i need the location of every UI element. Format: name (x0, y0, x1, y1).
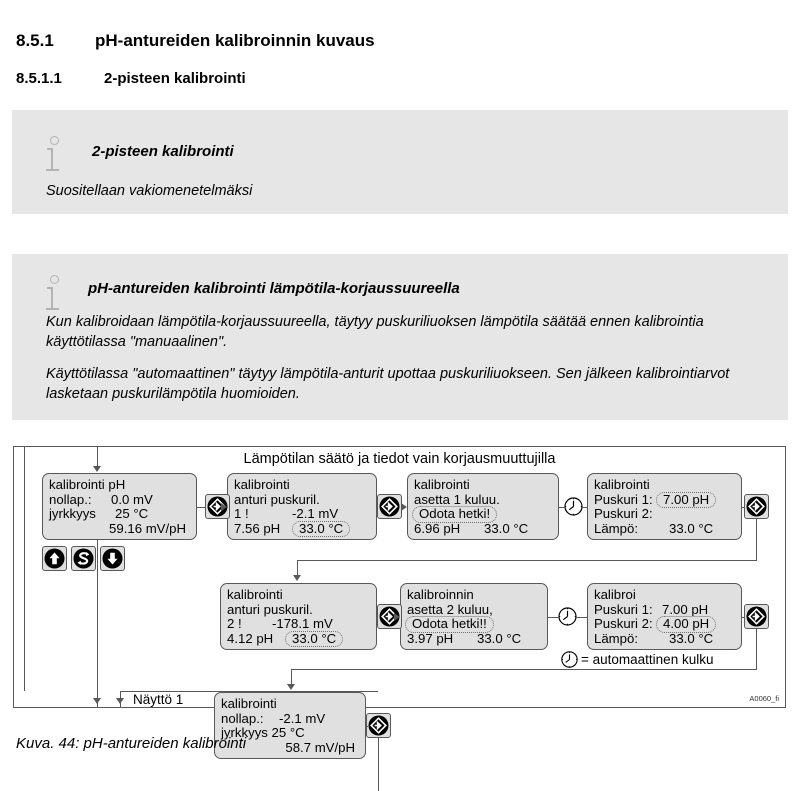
display-value: 7.00 pH (662, 601, 709, 617)
display-line (407, 603, 542, 618)
connector-key6-down (378, 738, 379, 791)
display-value: -2.1 mV (279, 710, 326, 726)
display-value: 59.16 mV/pH (109, 520, 186, 536)
display-label: anturi puskuril. (234, 491, 320, 507)
display-label: Lämpö: (594, 630, 638, 646)
display-value: -178.1 mV (272, 616, 333, 632)
arrow-down-icon (102, 548, 123, 569)
display-line (234, 507, 371, 522)
display-label: jyrkkyys 25 °C (221, 725, 305, 741)
legend-label: = automaattinen kulku (581, 652, 714, 667)
display-line (594, 617, 736, 632)
display-line (407, 617, 542, 632)
display-label: nollap.: (49, 491, 92, 507)
enter-arrow-icon (746, 496, 767, 517)
display-value: 58.7 mV/pH (285, 739, 355, 755)
diagram-title: Lämpötilan säätö ja tiedot vain korjausmuuttujilla (243, 451, 556, 467)
arrowhead (401, 503, 407, 511)
loop-label-naytto-1: Näyttö 1 (133, 692, 184, 707)
connector-entry (97, 447, 98, 468)
display-line (594, 632, 736, 647)
display-line (594, 493, 736, 508)
display-label: Puskuri 1: (594, 491, 653, 507)
connector-row2-to-row3 (291, 669, 757, 670)
connector-box5-key4 (377, 617, 378, 618)
connector-box4-key3 (742, 507, 745, 508)
display-label: anturi puskuril. (227, 601, 313, 617)
display-line (227, 632, 371, 647)
arrowhead (93, 698, 101, 704)
flashing-field[interactable]: 4.00 pH (656, 616, 716, 633)
display-value: 33.0 °C (669, 630, 714, 646)
display-label: kalibrointi (594, 477, 650, 492)
display-label: 4.12 pH (227, 630, 274, 646)
display-box-step-2-running[interactable] (400, 583, 548, 650)
display-line (49, 522, 191, 537)
display-label: 6.96 pH (414, 520, 461, 536)
display-line (414, 507, 553, 522)
heading-text-8-5-1: pH-antureiden kalibroinnin kuvaus (95, 31, 375, 50)
info-box-two-point-calibration (12, 110, 788, 214)
connector-clock1-box4 (581, 507, 588, 508)
display-line (594, 522, 736, 537)
display-label: 3.97 pH (407, 630, 454, 646)
connector-box3-clock1 (559, 507, 566, 508)
display-box-buffers-1[interactable] (587, 473, 742, 540)
display-label: 2 ! (227, 616, 242, 632)
flashing-field[interactable]: Odota hetki!! (405, 616, 494, 633)
display-box-sensor-buffer-1[interactable] (227, 473, 377, 540)
enter-arrow-icon (379, 496, 400, 517)
display-label: asetta 2 kuluu, (407, 601, 493, 617)
heading-number-8-5-1-1: 8.5.1.1 (16, 70, 62, 87)
diagram-code: A0060_fi (749, 694, 779, 703)
heading-text-8-5-1-1: 2-pisteen kalibrointi (104, 70, 246, 87)
display-line (594, 478, 736, 493)
display-line (594, 507, 736, 522)
display-line (49, 493, 191, 508)
key-enter-s[interactable] (71, 546, 96, 571)
connector-main-down (97, 540, 98, 707)
display-box-sensor-buffer-2[interactable] (220, 583, 377, 650)
display-value: 33.0 °C (477, 630, 522, 646)
display-line (407, 632, 542, 647)
flashing-field[interactable]: 33.0 °C (285, 631, 343, 648)
connector-box2-key2 (377, 507, 378, 508)
display-box-calibration-start[interactable] (42, 473, 197, 540)
key-up[interactable] (42, 546, 67, 571)
heading-number-8-5-1: 8.5.1 (16, 31, 54, 50)
enter-s-icon (73, 548, 94, 569)
figure-caption: Kuva. 44: pH-antureiden kalibrointi (16, 735, 247, 752)
enter-arrow-icon (746, 606, 767, 627)
info-box-paragraph: Suositellaan vakiomenetelmäksi (46, 183, 253, 199)
flashing-field[interactable]: 33.0 °C (292, 521, 350, 538)
display-value: 25 °C (115, 506, 149, 522)
display-line (49, 507, 191, 522)
arrowhead (293, 575, 301, 581)
connector-clock2-box7 (575, 617, 588, 618)
display-box-buffers-2[interactable] (587, 583, 742, 650)
display-line (221, 712, 360, 727)
flashing-field[interactable]: Odota hetki! (412, 506, 497, 523)
connector-left-loop (24, 447, 25, 691)
arrowhead (287, 684, 295, 690)
display-line (49, 478, 191, 493)
display-label: nollap.: (221, 710, 264, 726)
arrowhead (221, 503, 227, 511)
display-label: kalibroi (594, 587, 636, 602)
display-label: kalibroinnin (407, 587, 474, 602)
info-icon (46, 275, 66, 315)
display-label: Puskuri 2: (594, 616, 653, 632)
display-value: -2.1 mV (292, 506, 339, 522)
info-box-title: pH-antureiden kalibrointi lämpötila-korjaussuureella (88, 280, 460, 297)
enter-arrow-icon (368, 715, 389, 736)
display-label: 7.56 pH (234, 520, 281, 536)
info-box-paragraph: Kun kalibroidaan lämpötila-korjaussuureella, täytyy puskuriliuoksen lämpötila säätää ennen kalibrointia käyttötilassa "manuaalinen". (46, 314, 704, 350)
display-line (227, 588, 371, 603)
display-line (234, 493, 371, 508)
arrow-up-icon (44, 548, 65, 569)
flashing-field[interactable]: 7.00 pH (656, 492, 716, 509)
connector-key5-down (756, 629, 757, 670)
display-label: Lämpö: (594, 520, 638, 536)
display-label: jyrkkyys (49, 506, 96, 522)
display-line (221, 697, 360, 712)
display-line (414, 493, 553, 508)
connector-box8-key6 (366, 726, 368, 727)
connector-box7-key5 (742, 617, 745, 618)
connector-key3-down (756, 519, 757, 561)
display-line (594, 588, 736, 603)
arrowhead (116, 698, 124, 704)
display-label: Puskuri 2: (594, 506, 653, 522)
display-line (227, 603, 371, 618)
key-down[interactable] (100, 546, 125, 571)
display-label: kalibrointi (414, 477, 470, 492)
connector-box1-key1 (197, 507, 206, 508)
display-value: 33.0 °C (669, 520, 714, 536)
enter-button-3[interactable] (744, 494, 769, 519)
enter-button-5[interactable] (744, 604, 769, 629)
enter-button-6[interactable] (366, 713, 391, 738)
display-line (234, 522, 371, 537)
arrowhead (394, 613, 400, 621)
info-box-title: 2-pisteen kalibrointi (92, 143, 234, 160)
display-line (594, 603, 736, 618)
display-label: kalibrointi (227, 587, 283, 602)
display-line (227, 617, 371, 632)
display-line (407, 588, 542, 603)
clock-icon-legend (560, 650, 579, 672)
display-label: Puskuri 1: (594, 601, 653, 617)
display-label: 1 ! (234, 506, 249, 522)
display-value: 33.0 °C (484, 520, 529, 536)
enter-button-2[interactable] (377, 494, 402, 519)
display-value: 0.0 mV (111, 491, 153, 507)
display-label: asetta 1 kuluu. (414, 491, 500, 507)
info-box-paragraph: Käyttötilassa "automaattinen" täytyy lämpötila-anturit upottaa puskuriliuokseen. Sen jälkeen kalibrointiarvot lasketaan puskurilämpötila huomioiden. (46, 366, 730, 402)
display-line (414, 478, 553, 493)
arrowhead (93, 466, 101, 472)
info-box-temperature-compensation (12, 254, 788, 420)
connector-box6-clock2 (548, 617, 558, 618)
connector-row1-to-row2 (297, 560, 757, 561)
display-line (414, 522, 553, 537)
info-icon (46, 136, 66, 176)
display-label: kalibrointi (234, 477, 290, 492)
display-label: kalibrointi pH (49, 477, 126, 492)
display-box-step-1-running[interactable] (407, 473, 559, 540)
display-line (234, 478, 371, 493)
display-label: kalibrointi (221, 696, 277, 711)
